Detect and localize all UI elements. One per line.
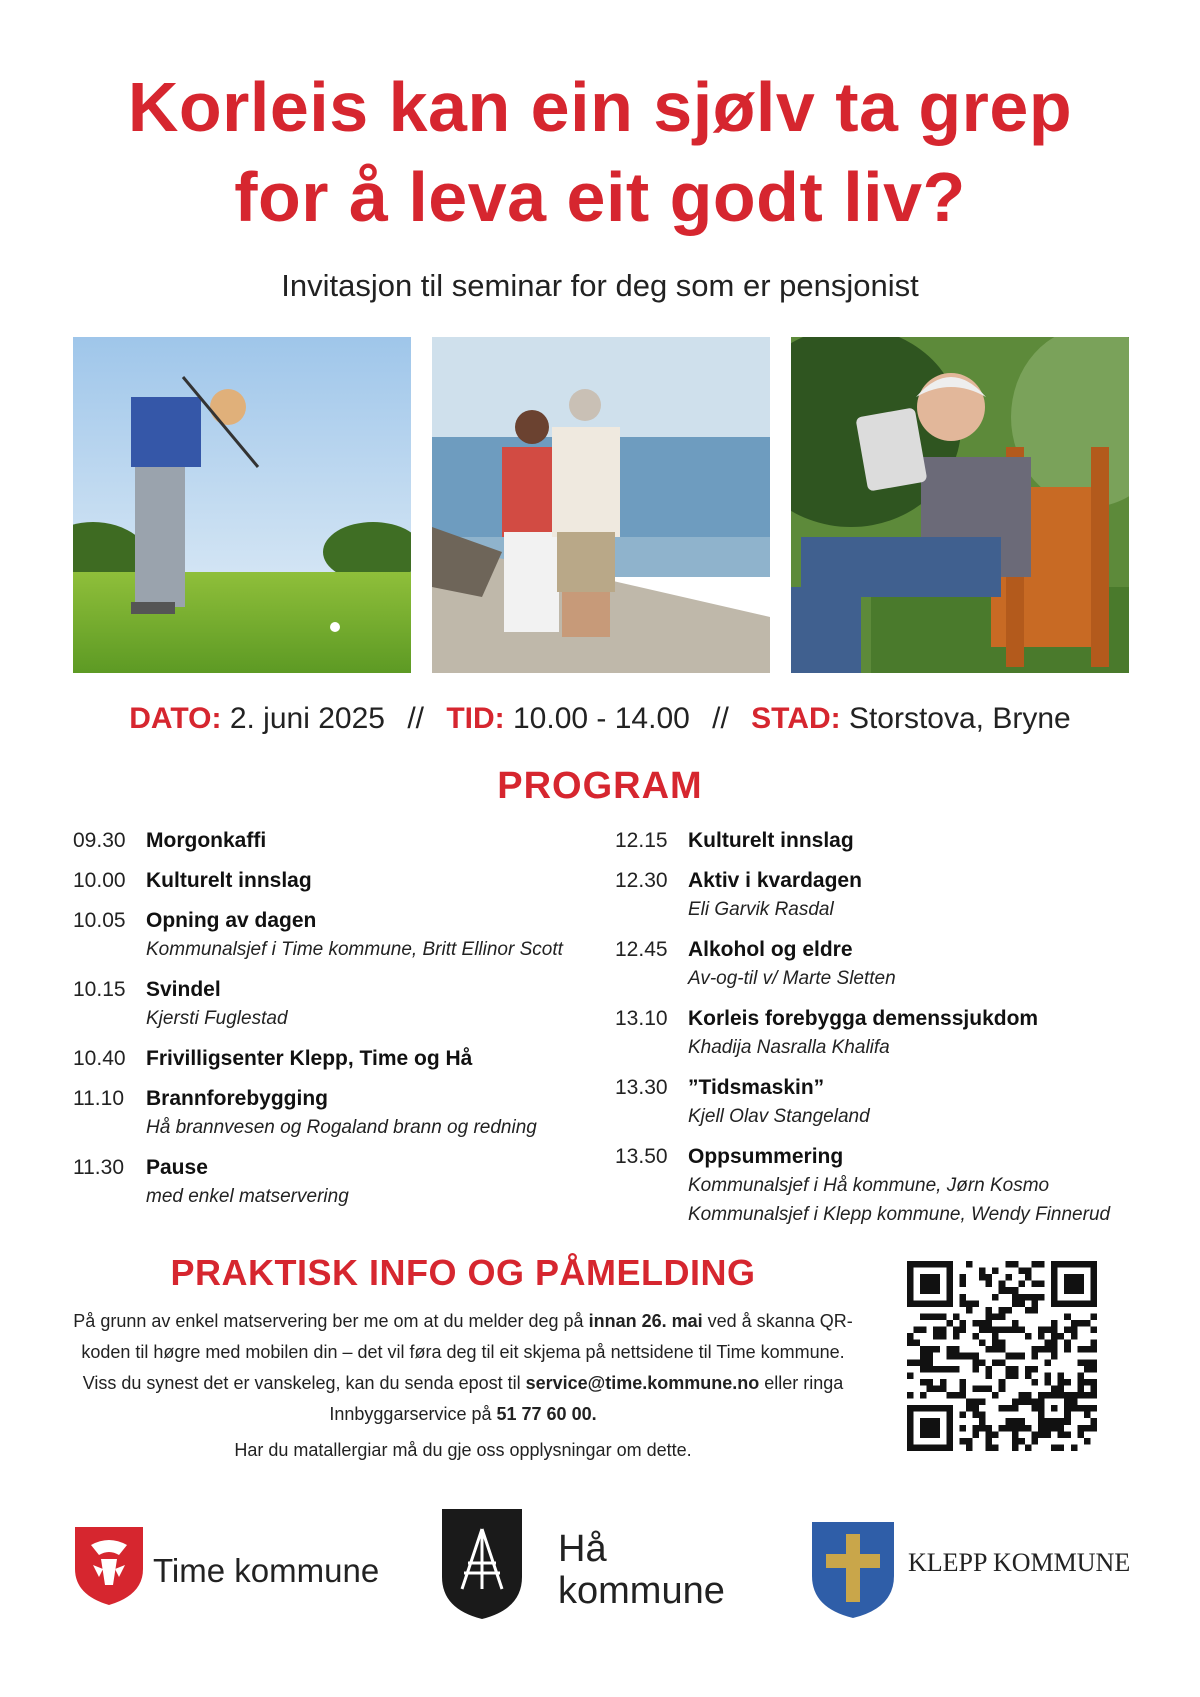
program-body bbox=[146, 826, 613, 855]
program-body bbox=[688, 826, 1135, 855]
program-time: 13.50 bbox=[615, 1145, 668, 1168]
program-speaker: Kjersti Fuglestad bbox=[146, 1008, 288, 1029]
program-body bbox=[146, 906, 613, 964]
separator: // bbox=[407, 702, 424, 735]
program-time: 10.05 bbox=[73, 909, 126, 932]
program-name: Alkohol og eldre bbox=[688, 938, 853, 961]
program-time: 12.15 bbox=[615, 829, 668, 852]
program-name: Opning av dagen bbox=[146, 909, 317, 932]
klepp-kommune-crest-icon bbox=[810, 1520, 896, 1620]
program-speaker: Kommunalsjef i Klepp kommune, Wendy Finnerud bbox=[688, 1204, 1111, 1225]
program-item bbox=[73, 975, 613, 1033]
program-speaker: Kommunalsjef i Hå kommune, Jørn Kosmo bbox=[688, 1175, 1050, 1196]
program-item bbox=[73, 866, 613, 895]
practical-title: PRAKTISK INFO OG PÅMELDING bbox=[170, 1252, 756, 1293]
program-item bbox=[615, 1004, 1135, 1062]
program-body bbox=[688, 935, 1135, 993]
program-name: Kulturelt innslag bbox=[688, 829, 854, 852]
program-speaker: Kjell Olav Stangeland bbox=[688, 1106, 870, 1127]
program-speaker: Khadija Nasralla Khalifa bbox=[688, 1037, 890, 1058]
program-item bbox=[73, 1153, 613, 1211]
practical-text bbox=[73, 1306, 853, 1430]
program-name: Svindel bbox=[146, 978, 221, 1001]
program-name: Aktiv i kvardagen bbox=[688, 869, 862, 892]
program-body bbox=[146, 1044, 613, 1073]
ha-kommune-crest-icon bbox=[440, 1507, 524, 1621]
program-body bbox=[146, 1084, 613, 1142]
allergy-note: Har du matallergiar må du gje oss opplysningar om dette. bbox=[234, 1440, 692, 1460]
ha-logo-line-1: Hå bbox=[558, 1528, 607, 1570]
place-label: STAD: bbox=[751, 702, 841, 735]
subtitle: Invitasjon til seminar for deg som er pensjonist bbox=[281, 268, 919, 303]
program-time: 09.30 bbox=[73, 829, 126, 852]
program-time: 11.30 bbox=[73, 1156, 124, 1179]
program-name: Brannforebygging bbox=[146, 1087, 328, 1110]
place-value: Storstova, Bryne bbox=[848, 702, 1071, 735]
program-item bbox=[615, 1073, 1135, 1131]
program-body bbox=[688, 1073, 1135, 1131]
program-item bbox=[73, 906, 613, 964]
program-item bbox=[615, 935, 1135, 993]
klepp-kommune-logo-text: KLEPP KOMMUNE bbox=[908, 1548, 1131, 1577]
program-time: 10.40 bbox=[73, 1047, 126, 1070]
ha-kommune-logo-text bbox=[558, 1528, 725, 1612]
program-speaker: Eli Garvik Rasdal bbox=[688, 899, 834, 920]
separator: // bbox=[712, 702, 729, 735]
program-item bbox=[73, 1084, 613, 1142]
time-kommune-crest-icon bbox=[73, 1525, 145, 1607]
program-body bbox=[146, 975, 613, 1033]
program-time: 13.10 bbox=[615, 1007, 668, 1030]
qr-code[interactable] bbox=[907, 1261, 1097, 1451]
program-time: 12.30 bbox=[615, 869, 668, 892]
golf-photo bbox=[73, 337, 411, 673]
email-link[interactable]: service@time.kommune.no bbox=[525, 1373, 760, 1393]
practical-text-part: ved å skanna QR-koden til høgre med mobilen din – det vil føra deg til eit skjema på nettsidene til Time kommune. Viss du synest det er vanskeleg, kan du senda epost til bbox=[81, 1311, 853, 1393]
title-line-1: Korleis kan ein sjølv ta grep bbox=[127, 68, 1073, 146]
program-time: 10.00 bbox=[73, 869, 126, 892]
man-with-tablet-photo bbox=[791, 337, 1129, 673]
program-time: 13.30 bbox=[615, 1076, 668, 1099]
program-time: 12.45 bbox=[615, 938, 668, 961]
date-label: DATO: bbox=[129, 702, 222, 735]
couple-at-sea-photo bbox=[432, 337, 770, 673]
program-body bbox=[146, 1153, 613, 1211]
practical-text-part: eller ringa Innbyggarservice på bbox=[329, 1373, 844, 1424]
program-name: Morgonkaffi bbox=[146, 829, 267, 852]
program-time: 10.15 bbox=[73, 978, 126, 1001]
program-name: Kulturelt innslag bbox=[146, 869, 312, 892]
program-speaker: med enkel matservering bbox=[146, 1186, 349, 1207]
title-line-2: for å leva eit godt liv? bbox=[234, 158, 966, 236]
program-name: Oppsummering bbox=[688, 1145, 844, 1168]
practical-text-part: På grunn av enkel matservering ber me om at du melder deg på bbox=[73, 1311, 589, 1331]
program-speaker: Kommunalsjef i Time kommune, Britt Ellinor Scott bbox=[146, 939, 563, 960]
program-name: ”Tidsmaskin” bbox=[688, 1076, 825, 1099]
program-item bbox=[615, 1142, 1135, 1229]
program-title: PROGRAM bbox=[497, 765, 703, 807]
event-info bbox=[0, 702, 1200, 736]
time-kommune-logo-text: Time kommune bbox=[153, 1552, 380, 1589]
program-body bbox=[146, 866, 613, 895]
program-name: Frivilligsenter Klepp, Time og Hå bbox=[146, 1047, 473, 1070]
page-title bbox=[0, 62, 1200, 242]
program-speaker: Av-og-til v/ Marte Sletten bbox=[688, 968, 896, 989]
program-body bbox=[688, 1004, 1135, 1062]
program-body bbox=[688, 1142, 1135, 1229]
phone-number[interactable]: 51 77 60 00. bbox=[496, 1404, 597, 1424]
program-item bbox=[615, 866, 1135, 924]
time-label: TID: bbox=[446, 702, 505, 735]
ha-logo-line-2: kommune bbox=[558, 1570, 725, 1612]
program-body bbox=[688, 866, 1135, 924]
date-value: 2. juni 2025 bbox=[229, 702, 385, 735]
program-item bbox=[615, 826, 1135, 855]
program-item bbox=[73, 1044, 613, 1073]
program-left-column bbox=[73, 826, 613, 1222]
program-time: 11.10 bbox=[73, 1087, 124, 1110]
program-name: Korleis forebygga demenssjukdom bbox=[688, 1007, 1039, 1030]
deadline: innan 26. mai bbox=[588, 1311, 703, 1331]
program-speaker: Hå brannvesen og Rogaland brann og redning bbox=[146, 1117, 537, 1138]
program-item bbox=[73, 826, 613, 855]
program-right-column bbox=[615, 826, 1135, 1240]
program-name: Pause bbox=[146, 1156, 208, 1179]
time-value: 10.00 - 14.00 bbox=[513, 702, 690, 735]
